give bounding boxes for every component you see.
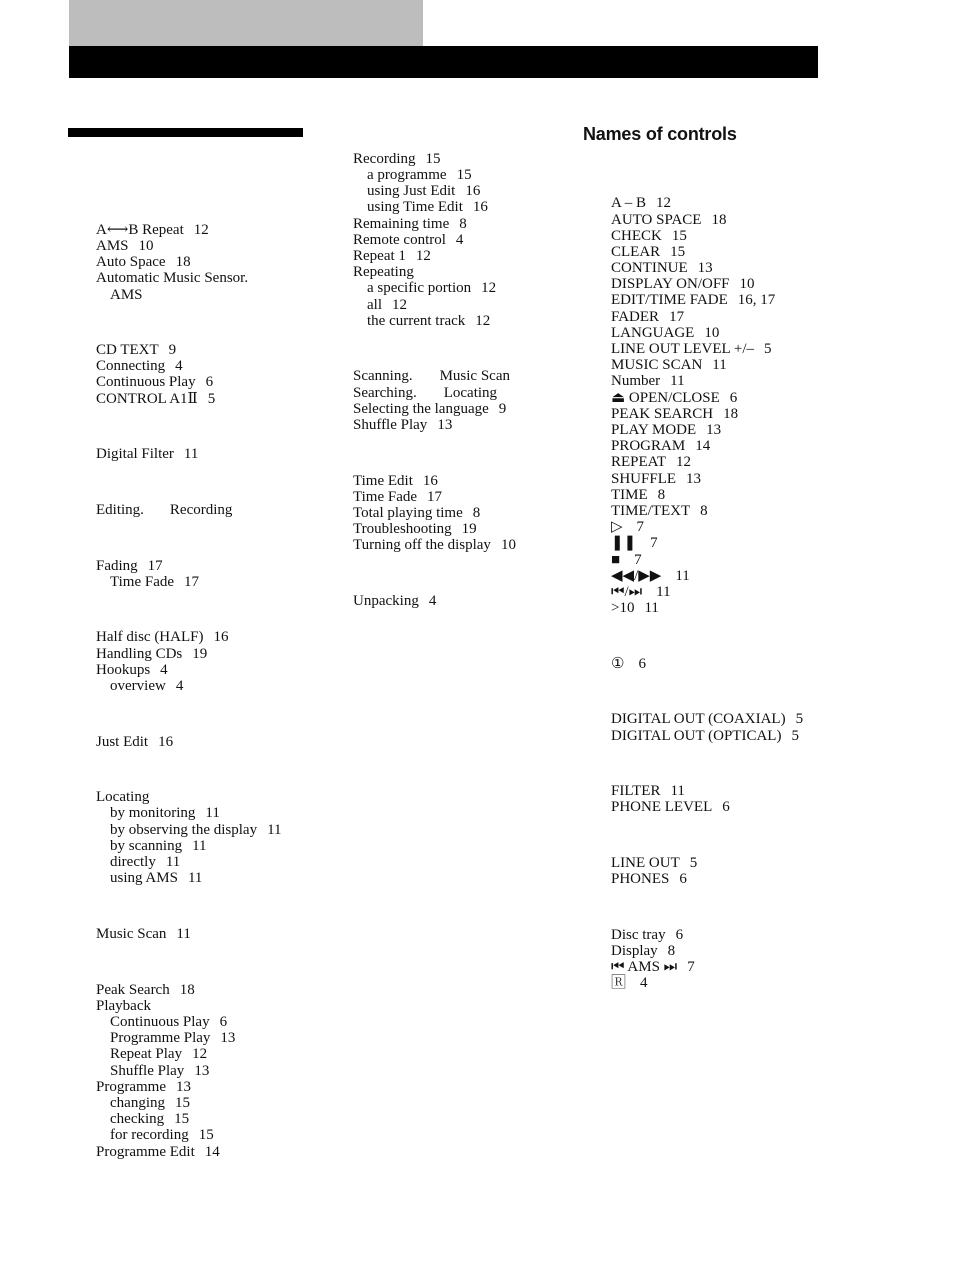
index-term: LANGUAGE [611, 325, 695, 341]
index-term: Half disc (HALF) [96, 629, 204, 645]
index-entry [96, 629, 228, 645]
index-entry [611, 855, 697, 871]
index-entry [611, 656, 646, 672]
index-page-ref: 12 [676, 454, 692, 470]
index-entry [96, 734, 173, 750]
index-entry [110, 822, 282, 838]
index-term: Repeat 1 [353, 248, 406, 264]
index-entry [110, 1014, 227, 1030]
index-entry [96, 662, 168, 678]
index-page-ref: 8 [472, 505, 481, 521]
index-page-ref: 12 [415, 248, 431, 264]
index-page-ref: 13 [175, 1079, 191, 1095]
index-entry [611, 309, 684, 325]
index-page-ref: 4 [175, 678, 184, 694]
index-term: Unpacking [353, 593, 419, 609]
index-term: by scanning [110, 838, 183, 854]
index-term: Number [611, 373, 661, 389]
index-page-ref: 14 [204, 1144, 220, 1160]
index-page-ref: 4 [175, 358, 183, 374]
index-entry [110, 1111, 189, 1127]
index-entry [110, 805, 220, 821]
index-entry [611, 357, 727, 373]
index-page-ref: 10 [739, 276, 755, 292]
index-page-ref: 12 [192, 1046, 208, 1062]
index-entry [611, 406, 738, 422]
index-term: by monitoring [110, 805, 196, 821]
header-gray-tab [69, 0, 423, 46]
index-page-ref: 4 [160, 662, 168, 678]
index-term: ◀◀/▶▶ [611, 568, 662, 584]
index-page-ref: Recording [169, 502, 233, 518]
index-page-ref: 9 [498, 401, 507, 417]
index-page-ref: 17 [184, 574, 200, 590]
index-entry [96, 646, 207, 662]
index-entry [611, 927, 683, 943]
section-heading: Names of controls [583, 124, 737, 144]
index-page-ref: 4 [455, 232, 464, 248]
index-term: Programme Play [110, 1030, 211, 1046]
index-term: PHONES [611, 871, 670, 887]
index-entry [96, 358, 183, 374]
index-entry [353, 521, 477, 537]
index-page-ref: 11 [644, 600, 659, 616]
index-entry [611, 228, 687, 244]
index-entry [611, 535, 658, 551]
index-term: PROGRAM [611, 438, 686, 454]
index-page-ref: 13 [220, 1030, 236, 1046]
index-term: a specific portion [367, 280, 472, 296]
index-page-ref: 5 [791, 728, 799, 744]
index-term: using Time Edit [367, 199, 463, 215]
index-term: Disc tray [611, 927, 666, 943]
index-entry [96, 270, 248, 286]
index-entry [96, 222, 209, 238]
index-term: ⏮/⏭ [611, 584, 643, 600]
index-entry [611, 276, 755, 292]
index-page-ref: 12 [193, 222, 209, 238]
index-page-ref: 6 [219, 1014, 228, 1030]
index-term: Locating [96, 789, 150, 805]
index-term: Editing. [96, 502, 144, 518]
index-entry [611, 438, 710, 454]
index-entry [110, 1030, 235, 1046]
index-page-ref: 5 [689, 855, 698, 871]
index-page-ref: 16 [472, 199, 488, 215]
index-entry [353, 151, 440, 167]
index-entry [96, 1079, 191, 1095]
index-entry [611, 799, 730, 815]
index-page-ref: 18 [179, 982, 195, 998]
index-page-ref: 11 [267, 822, 282, 838]
index-page-ref: 7 [650, 535, 658, 551]
index-term: Continuous Play [96, 374, 196, 390]
index-entry [611, 783, 685, 799]
index-term: Remote control [353, 232, 446, 248]
index-term: Programme Edit [96, 1144, 195, 1160]
index-term: Peak Search [96, 982, 170, 998]
index-entry [353, 593, 436, 609]
index-page-ref: 15 [670, 244, 686, 260]
index-term: Just Edit [96, 734, 149, 750]
index-term: Scanning. [353, 368, 413, 384]
index-entry [353, 248, 431, 264]
index-term: Turning off the display [353, 537, 491, 553]
index-term: Searching. [353, 385, 417, 401]
index-term: CD TEXT [96, 342, 159, 358]
index-entry [96, 998, 151, 1014]
index-term: >10 [611, 600, 635, 616]
index-term: Shuffle Play [353, 417, 428, 433]
index-entry [96, 502, 232, 518]
index-entry [96, 374, 213, 390]
index-term: FILTER [611, 783, 661, 799]
index-page-ref: 11 [670, 373, 685, 389]
index-page-ref: 11 [183, 446, 199, 462]
index-page-ref: 10 [138, 238, 154, 254]
index-page-ref: 12 [656, 195, 672, 211]
index-term: SHUFFLE [611, 471, 677, 487]
index-term: ■ [611, 552, 621, 568]
index-page-ref: 18 [723, 406, 739, 422]
index-entry [110, 287, 143, 303]
index-entry [611, 552, 642, 568]
index-page-ref: 12 [475, 313, 491, 329]
index-entry [110, 1095, 190, 1111]
index-term: Music Scan [96, 926, 167, 942]
index-page-ref: 17 [669, 309, 685, 325]
index-term: EDIT/TIME FADE [611, 292, 728, 308]
index-entry [96, 342, 176, 358]
index-term: REPEAT [611, 454, 667, 470]
index-term: Recording [353, 151, 416, 167]
index-term: Time Fade [110, 574, 175, 590]
index-entry [611, 422, 721, 438]
index-entry [110, 1063, 209, 1079]
index-page-ref: 11 [712, 357, 727, 373]
index-page-ref: 6 [675, 927, 684, 943]
index-page-ref: 8 [657, 487, 666, 503]
index-entry [367, 199, 488, 215]
index-entry [611, 519, 644, 535]
index-term: Fading [96, 558, 138, 574]
index-page-ref: 11 [165, 854, 181, 870]
index-term: Hookups [96, 662, 151, 678]
index-entry [110, 678, 183, 694]
index-term: A – B [611, 195, 647, 211]
index-page-ref: 16 [213, 629, 229, 645]
index-term: Handling CDs [96, 646, 183, 662]
index-term: 🅁 [611, 975, 627, 991]
index-term: Repeat Play [110, 1046, 183, 1062]
index-entry [96, 982, 195, 998]
index-term: using AMS [110, 870, 178, 886]
index-entry [110, 838, 207, 854]
index-page-ref: 10 [704, 325, 720, 341]
index-page-ref: 9 [168, 342, 177, 358]
index-page-ref: 13 [437, 417, 453, 433]
index-entry [353, 401, 506, 417]
index-entry [110, 870, 202, 886]
index-entry [611, 390, 737, 406]
index-term: Remaining time [353, 216, 450, 232]
index-page-ref: 6 [205, 374, 214, 390]
index-term: ⏮ AMS ⏭ [611, 959, 678, 975]
index-entry [96, 558, 163, 574]
index-page-ref: 12 [392, 297, 407, 313]
index-entry [110, 854, 180, 870]
index-term: TIME [611, 487, 648, 503]
index-entry [96, 391, 215, 407]
index-term: Repeating [353, 264, 414, 280]
index-entry [353, 537, 516, 553]
index-term: LINE OUT [611, 855, 680, 871]
index-page-ref: 13 [194, 1063, 210, 1079]
index-entry [353, 264, 414, 280]
index-term: Time Edit [353, 473, 413, 489]
index-term: DISPLAY ON/OFF [611, 276, 730, 292]
index-entry [367, 297, 407, 313]
index-entry [353, 505, 480, 521]
index-term: changing [110, 1095, 165, 1111]
index-term: A⟷B Repeat [96, 222, 184, 238]
index-entry [96, 254, 191, 270]
index-page-ref: 11 [176, 926, 191, 942]
index-entry [611, 568, 690, 584]
index-entry [611, 871, 687, 887]
index-entry [96, 926, 191, 942]
index-term: LINE OUT LEVEL +/– [611, 341, 755, 357]
index-page-ref: 13 [686, 471, 702, 487]
index-entry [110, 1127, 214, 1143]
index-term: by observing the display [110, 822, 258, 838]
index-entry [110, 1046, 207, 1062]
index-term: DIGITAL OUT (COAXIAL) [611, 711, 786, 727]
index-page-ref: 11 [205, 805, 220, 821]
index-term: TIME/TEXT [611, 503, 691, 519]
index-entry [96, 1144, 220, 1160]
index-term: FADER [611, 309, 660, 325]
index-term: CONTROL A1Ⅱ [96, 391, 198, 407]
index-term: directly [110, 854, 156, 870]
index-term: a programme [367, 167, 447, 183]
index-page-ref: 16, 17 [737, 292, 776, 308]
index-page-ref: 6 [722, 799, 730, 815]
index-page-ref: 15 [671, 228, 687, 244]
index-page-ref: Music Scan [439, 368, 510, 384]
index-term: MUSIC SCAN [611, 357, 703, 373]
index-page-ref: 18 [711, 212, 727, 228]
index-page-ref: 7 [636, 519, 645, 535]
index-entry [611, 244, 685, 260]
index-page-ref: 17 [427, 489, 443, 505]
index-term: the current track [367, 313, 466, 329]
index-page-ref: 8 [667, 943, 676, 959]
index-entry [96, 446, 198, 462]
index-term: Automatic Music Sensor. [96, 270, 249, 286]
index-page-ref: 17 [147, 558, 163, 574]
index-entry [611, 471, 701, 487]
index-term: using Just Edit [367, 183, 456, 199]
index-page-ref: 5 [207, 391, 216, 407]
index-page-ref: 19 [461, 521, 477, 537]
index-page-ref: 6 [638, 656, 646, 672]
index-entry [611, 325, 719, 341]
index-entry [353, 232, 463, 248]
index-term: Auto Space [96, 254, 166, 270]
index-term: ① [611, 656, 625, 672]
index-term: all [367, 297, 382, 313]
index-page-ref: 13 [697, 260, 713, 276]
index-page-ref: 16 [422, 473, 438, 489]
index-entry [611, 503, 708, 519]
index-page-ref: 15 [174, 1095, 190, 1111]
index-term: checking [110, 1111, 165, 1127]
index-term: DIGITAL OUT (OPTICAL) [611, 728, 782, 744]
index-page-ref: 10 [500, 537, 516, 553]
index-term: Shuffle Play [110, 1063, 185, 1079]
index-page-ref: 15 [198, 1127, 214, 1143]
index-entry [353, 417, 452, 433]
index-page-ref: 11 [670, 783, 685, 799]
index-term: for recording [110, 1127, 189, 1143]
index-term: CHECK [611, 228, 662, 244]
index-term: Total playing time [353, 505, 463, 521]
index-term: PHONE LEVEL [611, 799, 713, 815]
index-page-ref: Locating [443, 385, 498, 401]
index-page-ref: 16 [465, 183, 481, 199]
index-entry [353, 489, 442, 505]
index-term: Playback [96, 998, 151, 1014]
index-entry [611, 341, 772, 357]
index-page-ref: 14 [695, 438, 711, 454]
index-entry [96, 789, 149, 805]
index-page-ref: 6 [679, 871, 687, 887]
index-term: Display [611, 943, 658, 959]
index-term: PLAY MODE [611, 422, 697, 438]
index-entry [611, 584, 671, 600]
index-term: AMS [110, 287, 143, 303]
index-entry [96, 238, 154, 254]
index-page-ref: 13 [706, 422, 722, 438]
index-page-ref: 12 [481, 280, 497, 296]
index-entry [367, 183, 480, 199]
index-term: AUTO SPACE [611, 212, 702, 228]
index-entry [367, 313, 490, 329]
index-entry [353, 368, 510, 384]
index-page-ref: 4 [428, 593, 437, 609]
index-entry [611, 711, 803, 727]
index-page-ref: 4 [640, 975, 648, 991]
index-term: ⏏ OPEN/CLOSE [611, 390, 720, 406]
index-term: Connecting [96, 358, 166, 374]
index-entry [353, 473, 438, 489]
index-entry [611, 943, 675, 959]
index-term: ▷ [611, 519, 623, 535]
index-entry [353, 385, 497, 401]
index-page-ref: 5 [764, 341, 772, 357]
index-term: Selecting the language [353, 401, 489, 417]
index-entry [611, 260, 713, 276]
index-page-ref: 8 [459, 216, 467, 232]
index-page-ref: 19 [192, 646, 208, 662]
index-entry [110, 574, 199, 590]
index-term: CONTINUE [611, 260, 688, 276]
index-entry [611, 212, 726, 228]
index-entry [611, 487, 665, 503]
index-term: PEAK SEARCH [611, 406, 714, 422]
index-page-ref: 15 [425, 151, 441, 167]
index-term: ❚❚ [611, 535, 637, 551]
index-term: overview [110, 678, 166, 694]
header-black-bar [69, 46, 818, 78]
index-entry [611, 959, 695, 975]
index-entry [611, 195, 671, 211]
index-term: CLEAR [611, 244, 661, 260]
index-page-ref: 5 [795, 711, 804, 727]
index-term: AMS [96, 238, 129, 254]
index-entry [611, 454, 691, 470]
index-page-ref: 18 [175, 254, 191, 270]
index-page-ref: 7 [634, 552, 642, 568]
index-term: Troubleshooting [353, 521, 452, 537]
index-term: Programme [96, 1079, 166, 1095]
index-entry [611, 975, 648, 991]
index-term: Digital Filter [96, 446, 174, 462]
index-page-ref: 6 [729, 390, 738, 406]
index-entry [611, 292, 775, 308]
column-rule [68, 128, 303, 137]
index-page-ref: 7 [687, 959, 695, 975]
index-entry [367, 167, 472, 183]
index-entry [367, 280, 496, 296]
index-page-ref: 11 [675, 568, 690, 584]
index-entry [611, 728, 799, 744]
index-page-ref: 11 [192, 838, 207, 854]
index-page-ref: 15 [456, 167, 472, 183]
index-page-ref: 8 [700, 503, 708, 519]
index-entry [611, 373, 685, 389]
index-page-ref: 15 [174, 1111, 190, 1127]
index-page-ref: 11 [187, 870, 203, 886]
index-page-ref: 11 [656, 584, 671, 600]
index-page-ref: 16 [158, 734, 174, 750]
index-term: Time Fade [353, 489, 418, 505]
index-entry [353, 216, 467, 232]
index-term: Continuous Play [110, 1014, 210, 1030]
index-entry [611, 600, 659, 616]
